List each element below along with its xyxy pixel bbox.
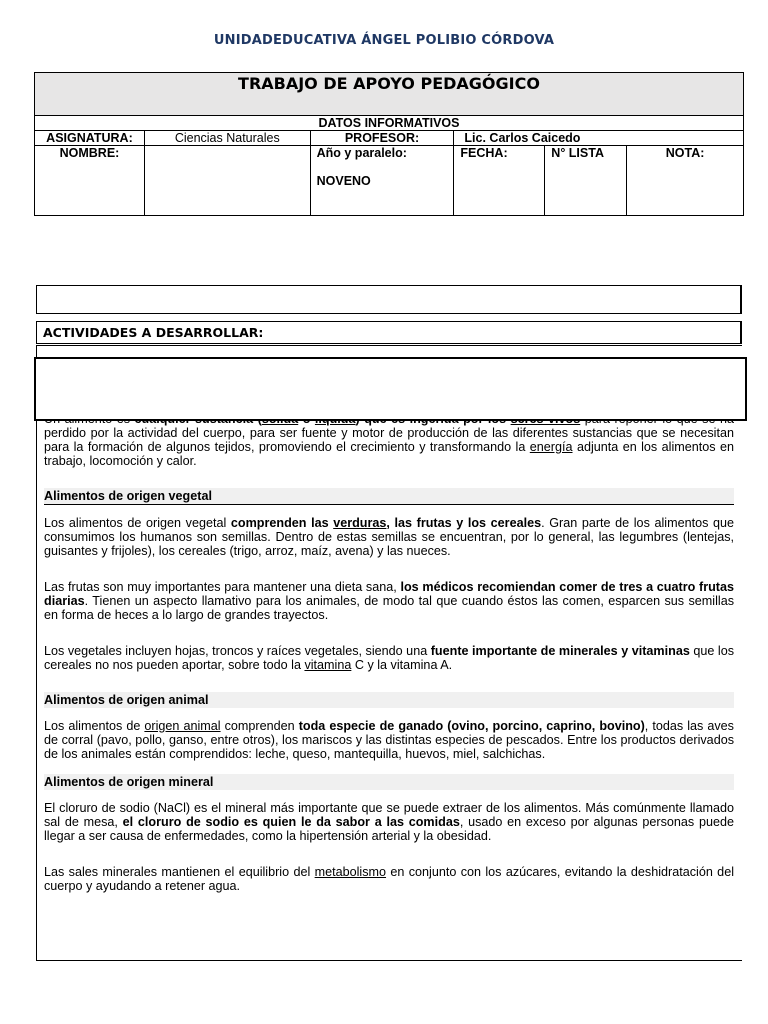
heading-animal: Alimentos de origen animal [44, 692, 734, 708]
bold-run: toda especie de ganado (ovino, porcino, caprino, bovino) [298, 719, 645, 733]
text-run: . Gran parte de los alimentos que consumimos los humanos son semillas. Dentro de estas semillas se encuentran, por lo general, las legumbres (lentejas, guisantes y frijoles), los cereales (trigo, arroz, maíz, avena) y las nueces. [44, 516, 734, 558]
info-table [34, 72, 744, 216]
nota-label: NOTA: [627, 146, 744, 216]
nombre-label: NOMBRE: [35, 146, 145, 216]
heading-mineral: Alimentos de origen mineral [44, 774, 734, 790]
text-run: . Tienen un aspecto llamativo para los animales, de modo tal que cuando éstos las comen, esparcen sus semillas en forma de heces a lo largo de grandes trayectos. [44, 594, 734, 622]
empty-box [36, 285, 742, 314]
asignatura-value: Ciencias Naturales [144, 131, 310, 146]
link-vitamina[interactable]: vitamina [304, 658, 352, 672]
profesor-value: Lic. Carlos Caicedo [454, 131, 744, 146]
anio-cell [310, 146, 454, 216]
anio-value: NOVENO [316, 174, 371, 188]
fecha-label: FECHA: [454, 146, 545, 216]
activities-label: ACTIVIDADES A DESARROLLAR: [43, 325, 264, 340]
link-energia[interactable]: energía [529, 440, 573, 454]
vegetal-paragraph-3 [44, 644, 734, 672]
bold-run: el cloruro de sodio es quien le da sabor a las comidas [122, 815, 460, 829]
link-metabolismo[interactable]: metabolismo [314, 865, 387, 879]
text-run: Las frutas son muy importantes para mantener una dieta sana, [44, 580, 401, 594]
nombre-field[interactable] [144, 146, 310, 216]
school-name: UNIDADEDUCATIVA ÁNGEL POLIBIO CÓRDOVA [213, 33, 555, 48]
asignatura-label: ASIGNATURA: [35, 131, 145, 146]
text-run: comprenden [220, 719, 299, 733]
content-body [44, 412, 734, 893]
text-run: C y la vitamina A. [351, 658, 453, 672]
text-run: , todas las aves de corral (pavo, pollo, ganso, entre otros), los mariscos y las distintas especies de pescados. Entre los productos derivados de los animales están comprendidos: leche, queso, mantequilla, huevos, miel, salchichas. [44, 719, 734, 761]
mineral-paragraph-2 [44, 865, 734, 893]
mineral-paragraph-1 [44, 801, 734, 843]
profesor-label: PROFESOR: [310, 131, 454, 146]
text-run: Las sales minerales mantienen el equilibrio del [44, 865, 315, 879]
text-run: , usado en exceso por algunas personas puede llegar a ser causa de enfermedades, como la hipertensión arterial y la obesidad. [44, 815, 734, 843]
activities-box [36, 321, 742, 344]
text-run: Los vegetales incluyen hojas, troncos y raíces vegetales, siendo una [44, 644, 431, 658]
text-run: Los alimentos de origen vegetal [44, 516, 231, 530]
text-run: perdido por la actividad del cuerpo, para ser fuente y motor de producción de las diferentes sustancias que se necesitan para la formación de algunos tejidos, promoviendo el crecimiento y transformando la [44, 426, 734, 454]
text-run: adjunta en los alimentos en trabajo, locomoción y calor. [44, 440, 734, 468]
bold-run: , las frutas y los cereales [386, 516, 542, 530]
link-origen-animal[interactable]: origen animal [144, 719, 221, 733]
text-run: Los alimentos de [44, 719, 145, 733]
bold-run: los médicos recomiendan comer de tres a cuatro frutas diarias [44, 580, 735, 608]
vegetal-paragraph-2 [44, 580, 734, 622]
lista-label: N° LISTA [545, 146, 627, 216]
text-run: en conjunto con los azúcares, evitando la deshidratación del cuerpo y ayudando a retener agua. [44, 865, 734, 893]
vegetal-paragraph-1 [44, 516, 734, 558]
link-verduras[interactable]: verduras [333, 516, 387, 530]
text-run: El cloruro de sodio (NaCl) es el mineral más importante que se puede extraer de los alimentos. Más comúnmente llamado sal de mesa, [44, 801, 734, 829]
text-run: que los cereales no nos pueden aportar, sobre todo la [44, 644, 735, 672]
bold-run: fuente importante de minerales y vitaminas [430, 644, 690, 658]
animal-paragraph [44, 719, 734, 761]
heading-vegetal: Alimentos de origen vegetal [44, 488, 734, 505]
overlay-box [34, 357, 747, 421]
anio-label: Año y paralelo: [316, 146, 407, 160]
document-title: TRABAJO DE APOYO PEDAGÓGICO [35, 73, 744, 116]
bold-run: comprenden las [230, 516, 334, 530]
datos-informativos: DATOS INFORMATIVOS [35, 116, 744, 131]
